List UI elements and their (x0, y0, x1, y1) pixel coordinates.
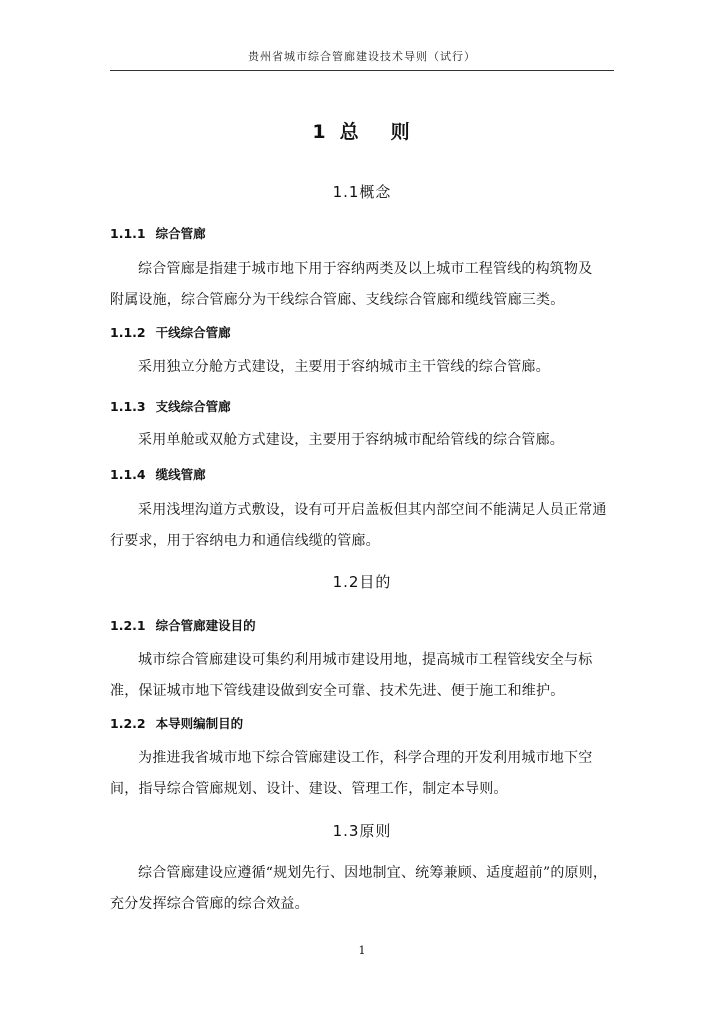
paragraph-line: 采用浅埋沟道方式敷设，设有可开启盖板但其内部空间不能满足人员正常通 (138, 502, 607, 518)
clause-heading-1-1-2 (110, 323, 231, 341)
paragraph-line: 为推进我省城市地下综合管廊建设工作，科学合理的开发利用城市地下空 (138, 750, 593, 766)
running-header: 贵州省城市综合管廊建设技术导则（试行） (248, 50, 476, 63)
paragraph-line: 准，保证城市地下管线建设做到安全可靠、技术先进、便于施工和维护。 (110, 683, 565, 699)
clause-heading-1-1-3 (110, 397, 231, 415)
chapter-number: 1 (312, 121, 328, 143)
paragraph-1-1-2 (110, 352, 614, 383)
paragraph-line: 综合管廊是指建于城市地下用于容纳两类及以上城市工程管线的构筑物及 (138, 261, 593, 277)
section-heading-1-2: 1.2目的 (332, 573, 392, 591)
clause-number: 1.1.1 (110, 226, 146, 241)
clause-number: 1.2.2 (110, 716, 146, 731)
clause-heading-1-2-1 (110, 616, 256, 634)
chapter-title-char-1: 总 (339, 121, 361, 143)
paragraph-1-1-1 (110, 254, 614, 316)
paragraph-line: 采用单舱或双舱方式建设，主要用于容纳城市配给管线的综合管廊。 (138, 432, 564, 448)
clause-number: 1.2.1 (110, 618, 146, 633)
paragraph-line: 附属设施，综合管廊分为干线综合管廊、支线综合管廊和缆线管廊三类。 (110, 292, 565, 308)
paragraph-line: 充分发挥综合管廊的综合效益。 (110, 896, 309, 912)
paragraph-1-1-4 (110, 495, 614, 557)
section-heading-1-1: 1.1概念 (332, 183, 392, 201)
chapter-title-char-2: 则 (390, 121, 412, 143)
chapter-title (0, 117, 724, 144)
clause-heading-1-1-1 (110, 224, 206, 242)
clause-number: 1.1.4 (110, 467, 146, 482)
clause-title: 综合管廊 (155, 226, 206, 241)
paragraph-line: 间，指导综合管廊规划、设计、建设、管理工作，制定本导则。 (110, 781, 508, 797)
paragraph-1-2-1 (110, 645, 614, 707)
section-heading-1-3: 1.3原则 (332, 822, 392, 840)
clause-title: 综合管廊建设目的 (155, 618, 256, 633)
paragraph-line: 采用独立分舱方式建设，主要用于容纳城市主干管线的综合管廊。 (138, 359, 550, 375)
paragraph-line: 综合管廊建设应遵循“规划先行、因地制宜、统筹兼顾、适度超前”的原则， (138, 865, 608, 881)
paragraph-line: 行要求，用于容纳电力和通信线缆的管廊。 (110, 533, 380, 549)
clause-number: 1.1.3 (110, 399, 146, 414)
clause-title: 缆线管廊 (155, 467, 206, 482)
clause-heading-1-2-2 (110, 714, 243, 732)
clause-title: 干线综合管廊 (155, 325, 231, 340)
paragraph-1-2-2 (110, 743, 614, 805)
paragraph-1-3 (110, 858, 614, 920)
paragraph-line: 城市综合管廊建设可集约利用城市建设用地，提高城市工程管线安全与标 (138, 652, 593, 668)
header-rule (110, 70, 614, 71)
clause-title: 本导则编制目的 (155, 716, 244, 731)
clause-heading-1-1-4 (110, 465, 206, 483)
paragraph-1-1-3 (110, 425, 614, 456)
page-number: 1 (358, 944, 366, 957)
clause-number: 1.1.2 (110, 325, 146, 340)
clause-title: 支线综合管廊 (155, 399, 231, 414)
